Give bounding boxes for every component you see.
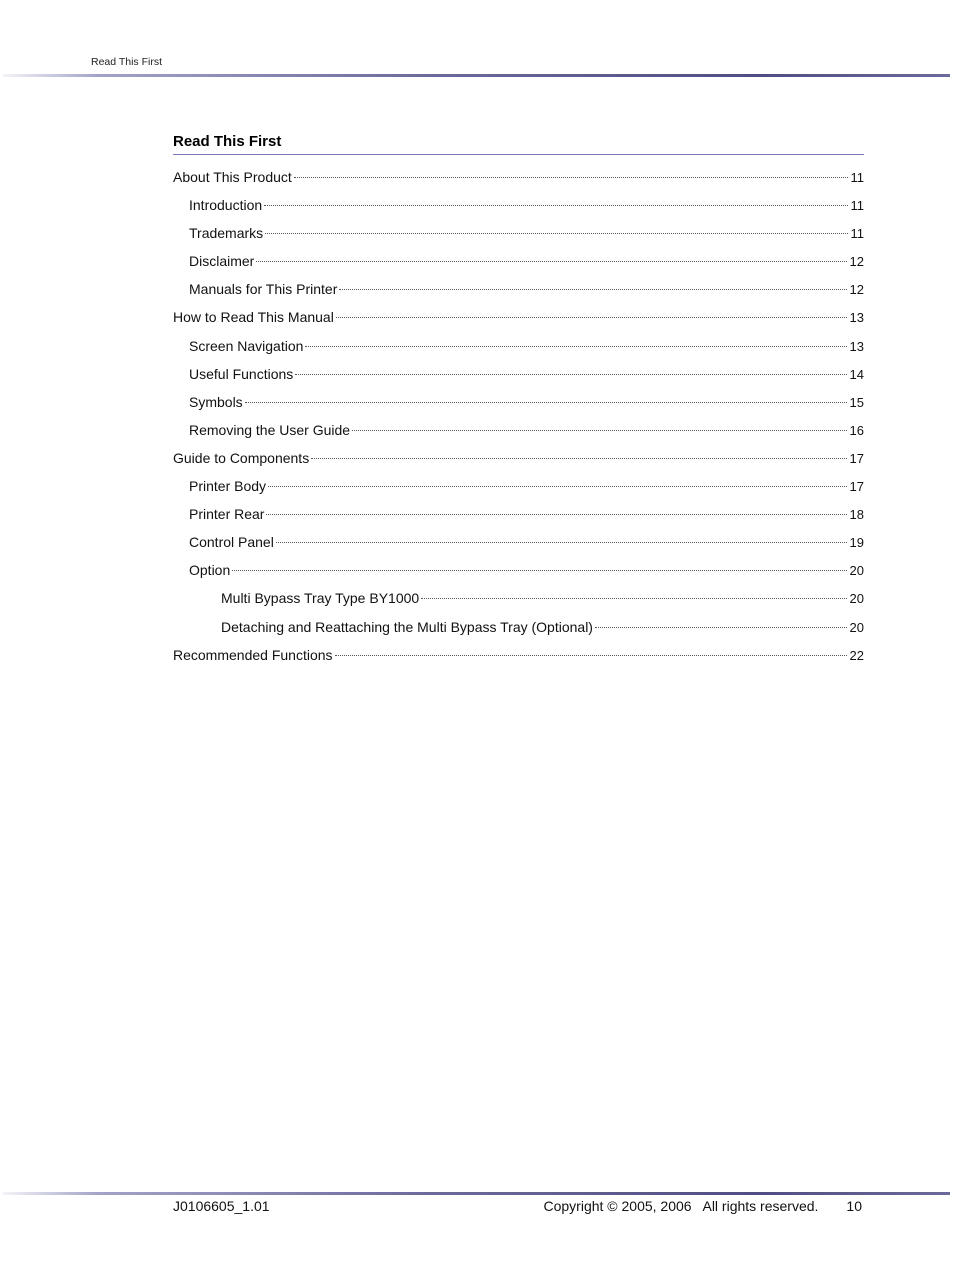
toc-entry-label: Removing the User Guide xyxy=(189,421,351,438)
toc-entry[interactable] xyxy=(173,191,864,219)
toc-entry[interactable] xyxy=(173,247,864,275)
running-header: Read This First xyxy=(91,56,162,68)
toc-entry[interactable] xyxy=(173,219,864,247)
toc-entry[interactable] xyxy=(173,303,864,331)
toc-entry[interactable] xyxy=(173,584,864,612)
toc-entry[interactable] xyxy=(173,613,864,641)
dot-leader xyxy=(311,458,846,459)
toc-entry-page: 12 xyxy=(849,282,864,298)
dot-leader xyxy=(295,374,846,375)
toc-entry-page: 11 xyxy=(850,170,864,185)
dot-leader xyxy=(266,514,846,515)
dot-leader xyxy=(232,570,846,571)
dot-leader xyxy=(276,542,847,543)
toc-entry-page: 20 xyxy=(849,591,864,607)
toc-entry-page: 20 xyxy=(849,619,864,635)
table-of-contents xyxy=(173,132,864,669)
toc-entry-label: Manuals for This Printer xyxy=(189,281,338,298)
dot-leader xyxy=(256,261,846,262)
dot-leader xyxy=(294,177,848,178)
toc-entry-page: 13 xyxy=(849,310,864,326)
toc-entry-label: Option xyxy=(189,562,231,579)
toc-entry-label: Printer Body xyxy=(189,478,267,495)
dot-leader xyxy=(268,486,846,487)
toc-entry[interactable] xyxy=(173,556,864,584)
dot-leader xyxy=(595,627,847,628)
toc-title: Read This First xyxy=(173,132,864,155)
toc-entry-page: 11 xyxy=(850,198,864,214)
toc-entry[interactable] xyxy=(173,472,864,500)
toc-entry-label: How to Read This Manual xyxy=(173,309,334,326)
toc-entry-page: 22 xyxy=(849,647,864,663)
toc-entry[interactable] xyxy=(173,275,864,303)
toc-entry-page: 13 xyxy=(849,338,864,354)
toc-entry-label: About This Product xyxy=(173,169,292,185)
dot-leader xyxy=(264,205,847,206)
toc-entry-label: Useful Functions xyxy=(189,365,294,382)
dot-leader xyxy=(421,598,846,599)
toc-entry[interactable] xyxy=(173,388,864,416)
dot-leader xyxy=(265,233,847,234)
toc-entry[interactable] xyxy=(173,163,864,191)
toc-entry-label: Guide to Components xyxy=(173,449,310,466)
footer-doc-id: J0106605_1.01 xyxy=(173,1198,270,1214)
toc-entry-page: 19 xyxy=(849,535,864,551)
toc-entry[interactable] xyxy=(173,528,864,556)
toc-entry-label: Screen Navigation xyxy=(189,337,304,354)
toc-entry-label: Recommended Functions xyxy=(173,646,333,663)
toc-entry-label: Disclaimer xyxy=(189,253,255,270)
toc-entry[interactable] xyxy=(173,444,864,472)
toc-entry-page: 18 xyxy=(849,507,864,523)
toc-entry-label: Detaching and Reattaching the Multi Bypass Tray (Optional) xyxy=(221,618,593,635)
toc-entry-page: 17 xyxy=(849,479,864,495)
toc-entry-page: 15 xyxy=(849,394,864,410)
toc-entry-label: Trademarks xyxy=(189,225,264,242)
toc-entry[interactable] xyxy=(173,416,864,444)
footer-rule xyxy=(3,1192,950,1195)
toc-entry-page: 11 xyxy=(850,226,864,242)
toc-list xyxy=(173,163,864,669)
toc-entry-page: 20 xyxy=(849,563,864,579)
toc-entry-label: Introduction xyxy=(189,197,263,214)
dot-leader xyxy=(245,402,847,403)
toc-entry-page: 12 xyxy=(849,254,864,270)
toc-entry-label: Printer Rear xyxy=(189,506,265,523)
toc-entry-page: 17 xyxy=(849,450,864,466)
dot-leader xyxy=(352,430,846,431)
toc-entry[interactable] xyxy=(173,332,864,360)
toc-entry[interactable] xyxy=(173,641,864,669)
dot-leader xyxy=(305,346,846,347)
toc-entry[interactable] xyxy=(173,500,864,528)
toc-entry-page: 14 xyxy=(849,366,864,382)
toc-entry[interactable] xyxy=(173,360,864,388)
toc-entry-label: Control Panel xyxy=(189,534,274,551)
toc-entry-label: Symbols xyxy=(189,393,243,410)
footer-right xyxy=(544,1198,863,1214)
dot-leader xyxy=(339,289,846,290)
header-rule xyxy=(3,74,950,77)
footer-copyright: Copyright © 2005, 2006 All rights reserved. xyxy=(543,1198,819,1214)
toc-entry-page: 16 xyxy=(849,422,864,438)
dot-leader xyxy=(335,655,847,656)
toc-entry-label: Multi Bypass Tray Type BY1000 xyxy=(221,590,420,607)
footer-page-number: 10 xyxy=(846,1198,862,1214)
dot-leader xyxy=(336,317,847,318)
